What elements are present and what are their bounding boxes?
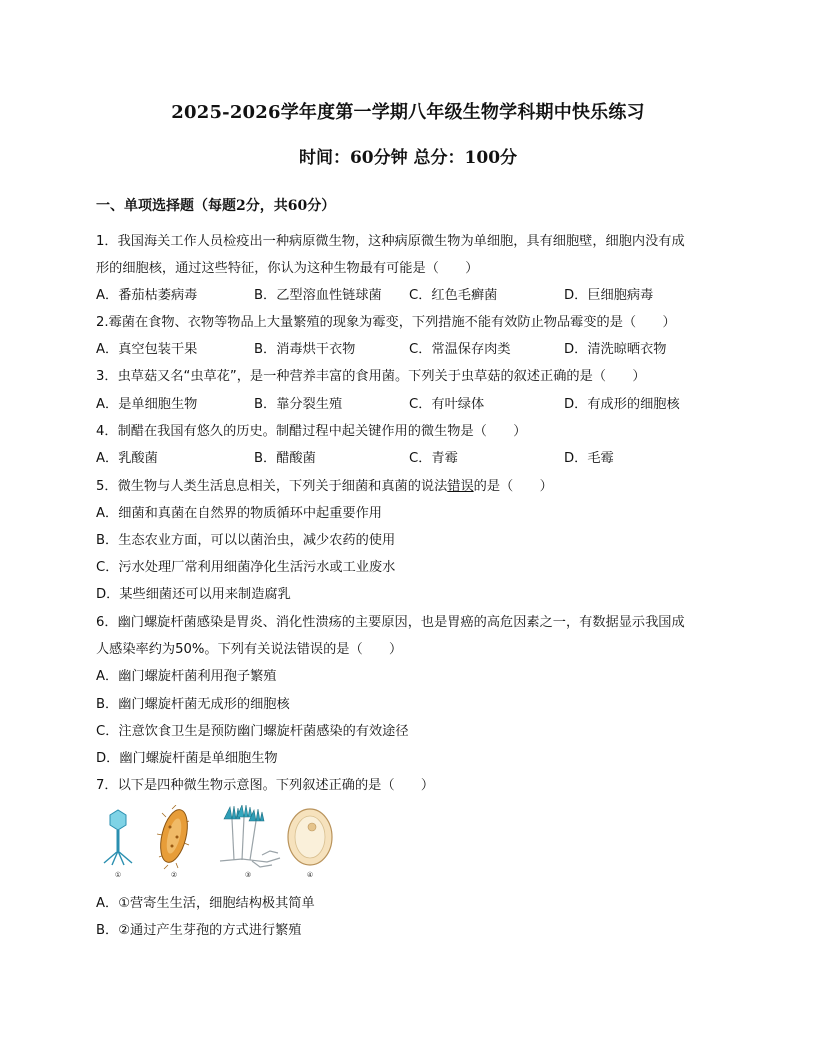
question-3-option-c: C．有叶绿体 <box>409 397 485 412</box>
question-5-stem-end: 的是（ ） <box>473 479 553 494</box>
question-3-option-d: D．有成形的细胞核 <box>564 397 680 412</box>
question-7-stem: 7．以下是四种微生物示意图。下列叙述正确的是（ ） <box>96 778 435 793</box>
question-3-stem: 3．虫草菇又名“虫草花”，是一种营养丰富的食用菌。下列关于虫草菇的叙述正确的是（ ） <box>96 369 646 384</box>
figure-label-2: ② <box>170 871 178 879</box>
question-3-option-b: B．靠分裂生殖 <box>254 397 343 412</box>
question-7-option-b: B．②通过产生芽孢的方式进行繁殖 <box>96 923 302 938</box>
question-6-stem-line-1: 6．幽门螺旋杆菌感染是胃炎、消化性溃疡的主要原因，也是胃癌的高危因素之一，有数据显示我国成 <box>96 615 685 630</box>
question-1-stem-line-2: 形的细胞核，通过这些特征，你认为这种生物最有可能是（ ） <box>96 261 479 276</box>
question-6-option-c: C．注意饮食卫生是预防幽门螺旋杆菌感染的有效途径 <box>96 724 409 739</box>
question-5-option-d: D．某些细菌还可以用来制造腐乳 <box>96 587 291 602</box>
question-2-option-c: C．常温保存肉类 <box>409 342 511 357</box>
figure-label-1: ① <box>114 871 122 879</box>
question-1-stem-line-1: 1．我国海关工作人员检疫出一种病原微生物，这种病原微生物为单细胞，具有细胞壁，细胞内没有成 <box>96 234 685 249</box>
question-4-stem: 4．制醋在我国有悠久的历史。制醋过程中起关键作用的微生物是（ ） <box>96 424 527 439</box>
yeast-illustration <box>288 809 332 865</box>
question-5-stem <box>96 475 553 494</box>
question-1-option-c: C．红色毛癣菌 <box>409 288 498 303</box>
mold-illustration <box>220 805 280 867</box>
question-1-options <box>96 284 736 304</box>
figure-label-3: ③ <box>244 871 252 879</box>
question-4-option-c: C．青霉 <box>409 451 458 466</box>
question-6-option-d: D．幽门螺旋杆菌是单细胞生物 <box>96 751 278 766</box>
question-5-option-b: B．生态农业方面，可以以菌治虫，减少农药的使用 <box>96 533 396 548</box>
virus-illustration <box>104 810 132 865</box>
question-4-option-a: A．乳酸菌 <box>96 451 158 466</box>
question-1-option-a: A．番茄枯萎病毒 <box>96 288 198 303</box>
question-7-option-a: A．①营寄生生活，细胞结构极其简单 <box>96 896 315 911</box>
question-6-option-b: B．幽门螺旋杆菌无成形的细胞核 <box>96 697 290 712</box>
question-5-stem-start: 5．微生物与人类生活息息相关，下列关于细菌和真菌的说法 <box>96 479 448 494</box>
figure-label-4: ④ <box>306 871 314 879</box>
question-5-option-c: C．污水处理厂常利用细菌净化生活污水或工业废水 <box>96 560 396 575</box>
question-5-stem-emphasis: 错误 <box>447 479 474 494</box>
question-4-options <box>96 447 736 467</box>
question-4-option-b: B．醋酸菌 <box>254 451 316 466</box>
question-1-option-b: B．乙型溶血性链球菌 <box>254 288 382 303</box>
question-2-options <box>96 338 736 358</box>
question-5-option-a: A．细菌和真菌在自然界的物质循环中起重要作用 <box>96 506 382 521</box>
question-2-option-d: D．清洗晾晒衣物 <box>564 342 667 357</box>
question-1-option-d: D．巨细胞病毒 <box>564 288 654 303</box>
microorganism-figure <box>92 805 352 881</box>
exam-subtitle: 时间：60分钟 总分：100分 <box>298 148 518 168</box>
exam-title: 2025-2026学年度第一学期八年级生物学科期中快乐练习 <box>171 102 645 123</box>
bacterium-illustration <box>156 805 192 869</box>
section-heading: 一、单项选择题（每题2分，共60分） <box>96 198 336 214</box>
question-2-option-a: A．真空包装干果 <box>96 342 198 357</box>
question-2-option-b: B．消毒烘干衣物 <box>254 342 356 357</box>
question-4-option-d: D．毛霉 <box>564 451 614 466</box>
question-2-stem: 2.霉菌在食物、衣物等物品上大量繁殖的现象为霉变，下列措施不能有效防止物品霉变的是（ ） <box>96 315 676 330</box>
question-3-option-a: A．是单细胞生物 <box>96 397 198 412</box>
question-6-option-a: A．幽门螺旋杆菌利用孢子繁殖 <box>96 669 277 684</box>
question-6-stem-line-2: 人感染率约为50%。下列有关说法错误的是（ ） <box>96 642 403 657</box>
question-3-options <box>96 393 736 413</box>
